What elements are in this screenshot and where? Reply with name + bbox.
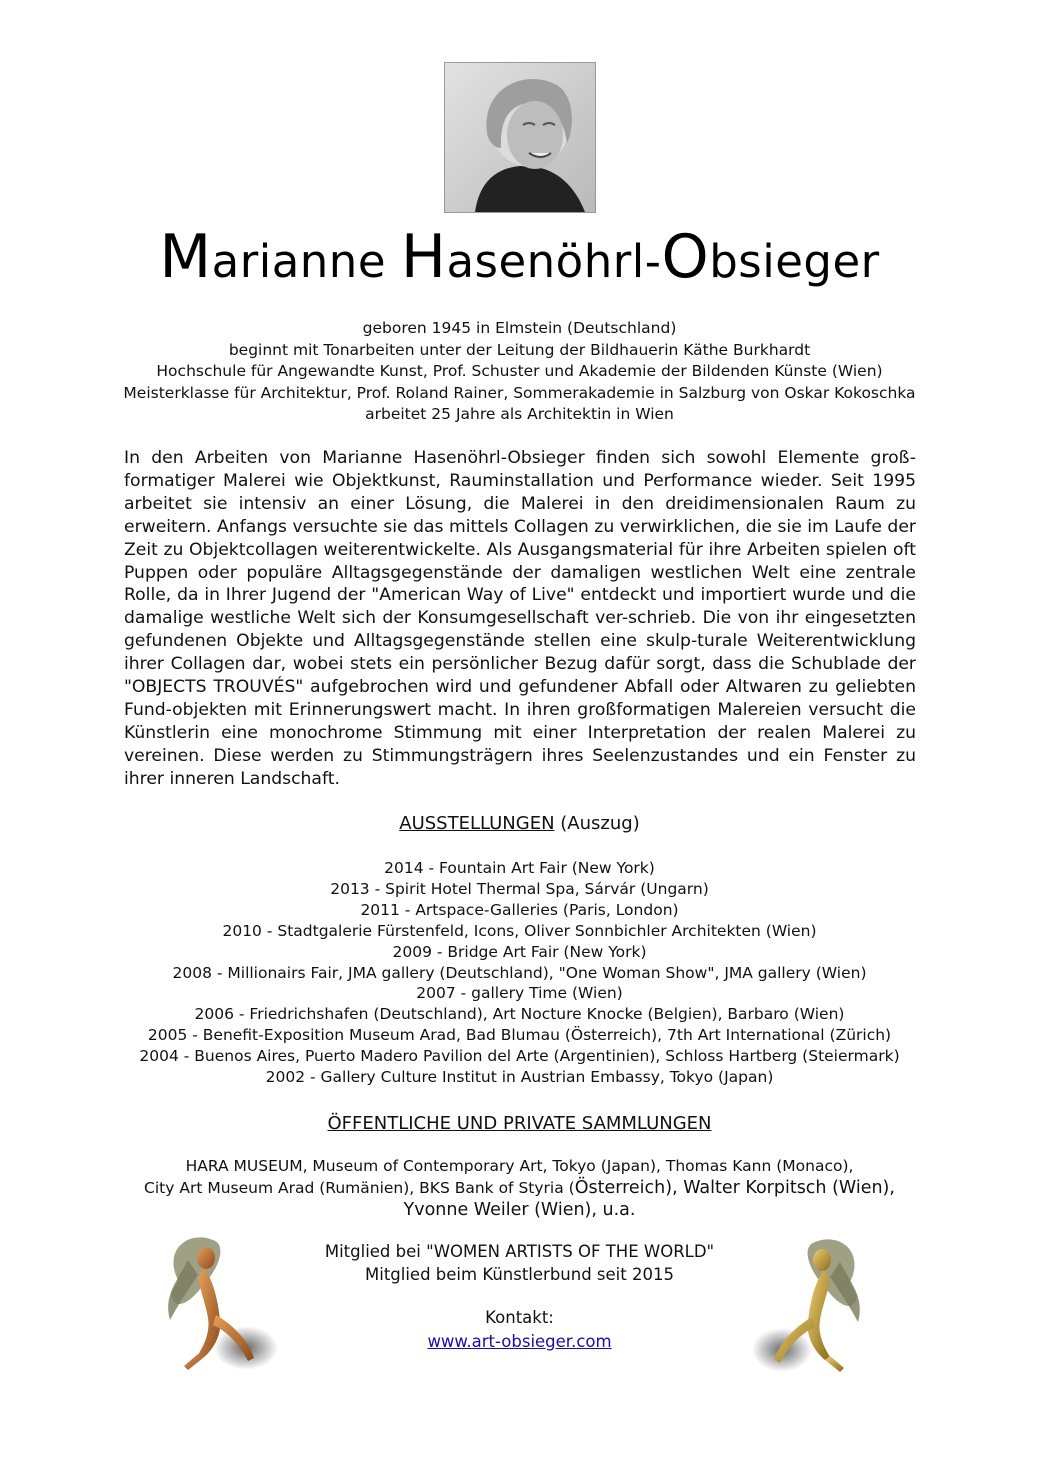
exhibitions-heading-main: AUSSTELLUNGEN (399, 813, 555, 834)
collections-line (60, 1177, 979, 1199)
bio-line: Hochschule für Angewandte Kunst, Prof. Schuster und Akademie der Bildenden Künste (Wien) (156, 362, 883, 380)
exhibition-item: 2011 - Artspace-Galleries (Paris, London) (360, 900, 679, 919)
exhibition-item: 2006 - Friedrichshafen (Deutschland), Art Nocture Knocke (Belgien), Barbaro (Wien) (194, 1005, 845, 1024)
collections-line-part: Österreich), Walter Korpitsch (Wien), (574, 1178, 895, 1198)
website-link[interactable]: www.art-obsieger.com (427, 1332, 612, 1351)
name-initial-m: M (159, 222, 212, 292)
exhibition-item: 2010 - Stadtgalerie Fürstenfeld, Icons, Oliver Sonnbichler Architekten (Wien) (222, 921, 817, 940)
name-initial-h: H (400, 222, 447, 292)
membership-block (260, 1240, 779, 1286)
exhibitions-heading (0, 813, 1039, 834)
artist-statement (124, 447, 916, 791)
exhibition-item: 2005 - Benefit-Exposition Museum Arad, Bad Blumau (Österreich), 7th Art International (Zürich) (147, 1026, 892, 1045)
artist-name-title (0, 222, 1039, 292)
exhibition-item: 2013 - Spirit Hotel Thermal Spa, Sárvár (Ungarn) (330, 879, 709, 898)
bio-line: Meisterklasse für Architektur, Prof. Roland Rainer, Sommerakademie in Salzburg von Oskar Kokoschka (123, 383, 916, 402)
exhibitions-heading-suffix: (Auszug) (554, 813, 640, 834)
exhibition-item: 2014 - Fountain Art Fair (New York) (384, 859, 655, 877)
exhibition-item: 2007 - gallery Time (Wien) (416, 984, 623, 1003)
exhibitions-list (60, 858, 979, 1088)
membership-line: Mitglied beim Künstlerbund seit 2015 (365, 1265, 674, 1284)
exhibition-item: 2002 - Gallery Culture Institut in Austrian Embassy, Tokyo (Japan) (265, 1068, 774, 1087)
name-part-first: arianne (211, 235, 401, 288)
exhibition-item: 2004 - Buenos Aires, Puerto Madero Pavilion del Arte (Argentinien), Schloss Hartberg (Steiermark) (139, 1047, 900, 1066)
membership-line: Mitglied bei "WOMEN ARTISTS OF THE WORLD" (324, 1242, 715, 1261)
artist-portrait-photo (444, 62, 596, 213)
collections-heading: ÖFFENTLICHE UND PRIVATE SAMMLUNGEN (327, 1113, 712, 1134)
collections-line: HARA MUSEUM, Museum of Contemporary Art, Tokyo (Japan), Thomas Kann (Monaco), (185, 1157, 854, 1175)
name-initial-o: O (661, 222, 710, 292)
artist-statement-text: In den Arbeiten von Marianne Hasenöhrl-Obsieger finden sich sowohl Elemente groß-formatiger Malerei wie Objektkunst, Rauminstallation und Performance wieder. Seit 1995 arbeitet sie intensiv an einer Lösung, die Malerei in den dreidimensionalen Raum zu erweitern. Anfangs versuchte sie das mittels Collagen zu verwirklichen, die sie im Laufe der Zeit zu Objektcollagen weiterentwickelte. Als Ausgangsmaterial für ihre Arbeiten spielen oft Puppen oder populäre Alltagsgegenstände der damaligen westlichen Welt eine zentrale Rolle, da in Ihrer Jugend der "American Way of Live" entdeckt und importiert wurde und die damalige westliche Welt sich der Konsumgesellschaft ver-schrieb. Die von ihr eingesetzten gefundenen Objekte und Alltagsgegenstände stellen eine skulp-turale Weiterentwicklung ihrer Collagen dar, wobei stets ein persönlicher Bezug dafür sorgt, dass die Schublade der "OBJECTS TROUVÉS" aufgebrochen wird und gefundener Abfall oder Altwaren zu geliebten Fund-objekten mit Erinnerungswert macht. In ihren großformatigen Malereien versucht die Künstlerin eine monochrome Stimmung mit einer Interpretation der realen Malerei zu vereinen. Diese werden zu Stimmungsträgern ihres Seelenzustandes und ein Fenster zu ihrer inneren Landschaft. (124, 448, 916, 789)
name-part-second: asenöhrl- (446, 235, 662, 288)
exhibition-item: 2008 - Millionairs Fair, JMA gallery (Deutschland), "One Woman Show", JMA gallery (Wien) (172, 963, 867, 982)
collections-line: Yvonne Weiler (Wien), u.a. (403, 1200, 636, 1220)
bio-line: geboren 1945 in Elmstein (Deutschland) (362, 319, 677, 337)
doll-figure-right-image (750, 1232, 870, 1382)
bio-line: beginnt mit Tonarbeiten unter der Leitung der Bildhauerin Käthe Burkhardt (228, 340, 811, 359)
doll-figure-left-image (158, 1230, 278, 1380)
name-part-third: bsieger (709, 235, 880, 288)
collections-line-part: City Art Museum Arad (Rumänien), BKS Bank of Styria ( (144, 1179, 575, 1197)
bio-line: arbeitet 25 Jahre als Architektin in Wien (365, 405, 674, 423)
contact-label: Kontakt: (485, 1308, 554, 1327)
exhibition-item: 2009 - Bridge Art Fair (New York) (392, 942, 647, 961)
biography-block (60, 318, 979, 426)
collections-list (60, 1155, 979, 1221)
